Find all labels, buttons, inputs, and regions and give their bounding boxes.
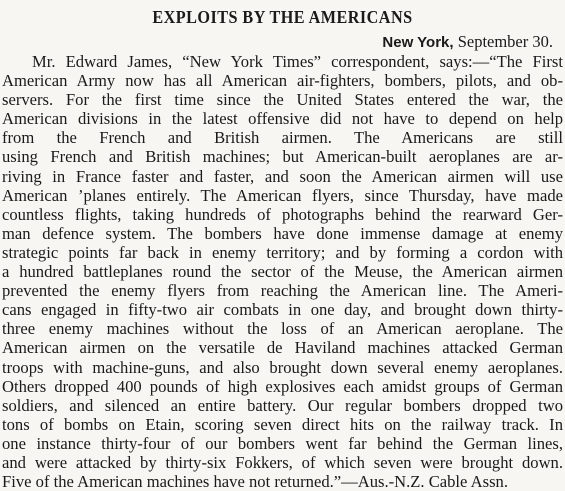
article-line: prevented the enemy flyers from reaching the American line. The Ameri- (2, 281, 563, 301)
article-line: a hundred battleplanes round the sector of the Meuse, the American airmen (2, 262, 563, 282)
article-line: countless flights, taking hundreds of photographs behind the rearward Ger- (2, 204, 563, 224)
article-line: man defence system. The bombers have done immense damage at enemy (2, 223, 563, 243)
article-body (2, 52, 563, 491)
article-line: three enemy machines without the loss of an American aeroplane. The (2, 319, 563, 339)
article-line: cans engaged in fifty-two air combats in one day, and brought down thirty- (2, 300, 563, 320)
article-line: American divisions in the latest offensive did not have to depend on help (2, 109, 563, 129)
article-line: Five of the American machines have not returned.”—Aus.-N.Z. Cable Assn. (2, 472, 508, 491)
article-line: American Army now has all American air-fighters, bombers, pilots, and ob- (2, 71, 563, 91)
dateline-date: September 30. (457, 32, 553, 51)
article-line: servers. For the first time since the United States entered the war, the (2, 90, 563, 110)
dateline-place: New York, (382, 34, 454, 51)
article-line: Mr. Edward James, “New York Times” correspondent, says:—“The First (32, 52, 563, 71)
article-line: troops with machine-guns, and also brought down several enemy aeroplanes. (2, 357, 563, 377)
article-line: from the French and British airmen. The Americans are still (2, 128, 563, 148)
article-line: Others dropped 400 pounds of high explosives each amidst groups of German (2, 376, 563, 396)
article-line: and were attacked by thirty-six Fokkers, of which seven were brought down. (2, 452, 563, 472)
article-line: one instance thirty-four of our bombers went far behind the German lines, (2, 433, 563, 453)
article-line: American airmen on the versatile de Haviland machines attacked German (2, 338, 563, 358)
article-line: tons of bombs on Etain, scoring seven direct hits on the railway track. In (2, 414, 563, 434)
article-line: strategic points far back in enemy territory; and by forming a cordon with (2, 242, 563, 262)
dateline (2, 32, 563, 52)
article-line: soldiers, and silenced an entire battery. Our regular bombers dropped two (2, 395, 563, 415)
article-line: American ’planes entirely. The American flyers, since Thursday, have made (2, 185, 563, 205)
article-line: riving in France faster and faster, and soon the American airmen will use (2, 166, 563, 186)
article-line: using French and British machines; but American-built aeroplanes are ar- (2, 147, 563, 167)
headline: EXPLOITS BY THE AMERICANS (152, 7, 413, 27)
